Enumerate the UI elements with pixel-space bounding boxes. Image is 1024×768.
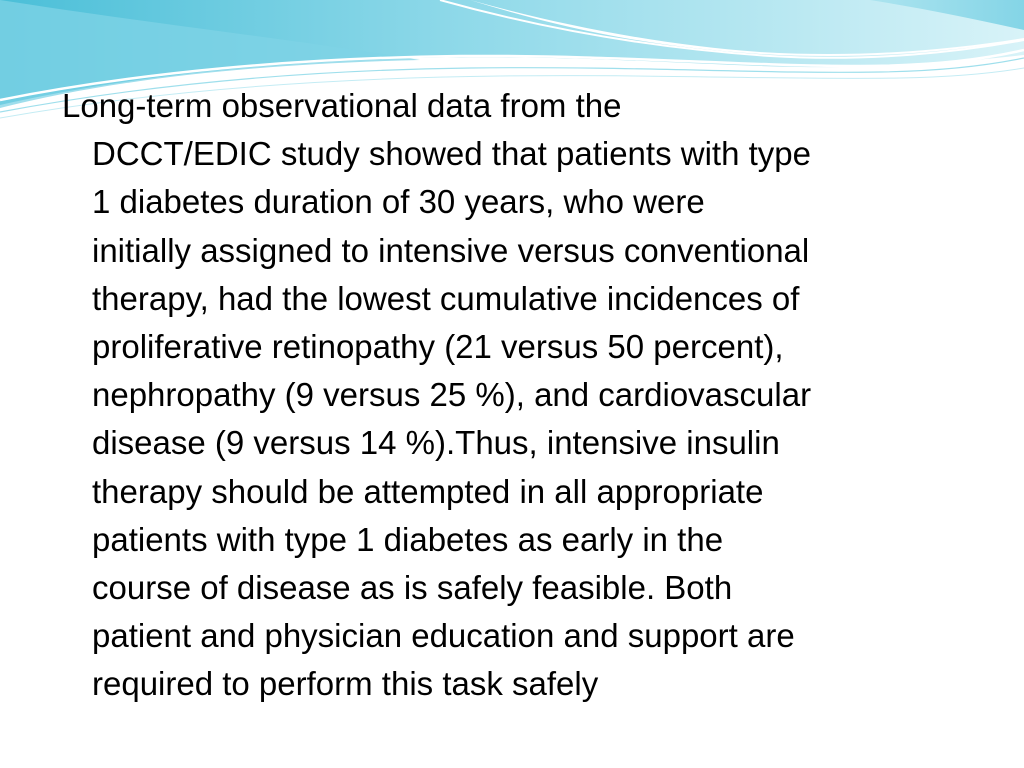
slide-body-text: Long-term observational data from the DCCT/EDIC study showed that patients with type 1 diabetes duration of 30 years, who were initially assigned to intensive versus conventional therapy, had the lowest cumulative incidences of proliferative retinopathy (21 versus 50 percent), nephropathy (9 versus 25 %), and cardiovascular disease (9 versus 14 %).Thus, intensive insulin therapy should be attempted in all appropriate patients with type 1 diabetes as early in the course of disease as is safely feasible. Both patient and physician education and support are required to perform this task safely: [62, 87, 812, 703]
